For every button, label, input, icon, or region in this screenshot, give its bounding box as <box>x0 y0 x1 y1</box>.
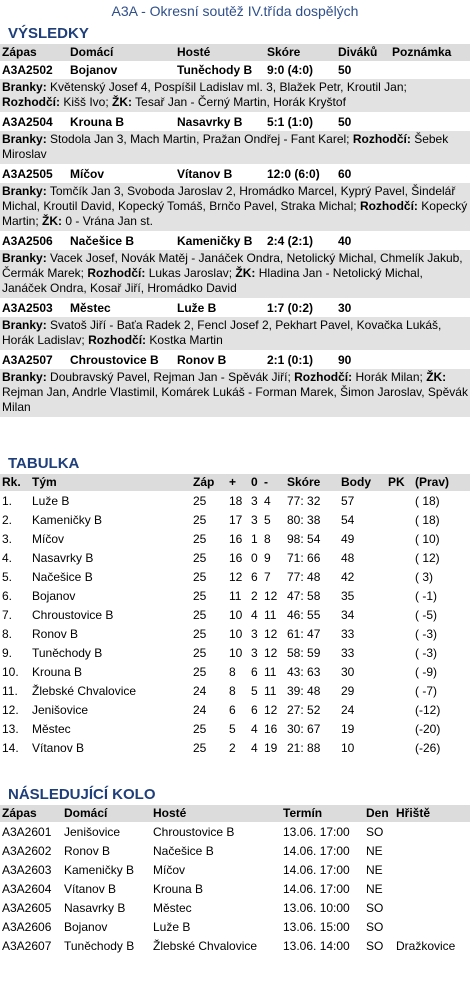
prav: ( -3) <box>415 646 437 660</box>
goals: 43: 63 <box>287 665 321 679</box>
played: 25 <box>193 494 207 508</box>
wins: 8 <box>229 665 236 679</box>
away-team: Nasavrky B <box>177 115 243 129</box>
wins: 8 <box>229 684 236 698</box>
away-team: Žlebské Chvalovice <box>153 939 258 953</box>
col-score: Skóre <box>267 45 301 59</box>
col-note: Poznámka <box>392 45 452 59</box>
detail-text: Rejman Jan, Andrle Vlastimil, Komárek Lukáš - Forman Marek, Šimon Jaroslav, Spěvák Milan <box>2 385 468 414</box>
away-team: Chroustovice B <box>153 825 235 839</box>
wins: 18 <box>229 494 243 508</box>
losses: 12 <box>264 646 278 660</box>
prav: (-20) <box>415 722 441 736</box>
prav: ( -9) <box>415 665 437 679</box>
home-team: Vítanov B <box>64 882 117 896</box>
spectators: 50 <box>338 63 352 77</box>
rank: 5. <box>2 570 13 584</box>
detail-text: Vacek Josef, Novák Matěj - Janáček Ondra, Netolický Michal, Chmelík Jakub, Čermák Marek; <box>2 251 463 280</box>
spectators: 60 <box>338 167 352 181</box>
losses: 19 <box>264 741 278 755</box>
detail-label: Branky: <box>2 132 47 146</box>
match-id: A3A2603 <box>2 863 52 877</box>
standings-heading: TABULKA <box>8 455 80 472</box>
match-details <box>0 250 470 299</box>
detail-text: Kišš Ivo; <box>63 95 109 109</box>
col-spectators: Diváků <box>338 45 378 59</box>
col-match: Zápas <box>2 806 37 820</box>
points: 48 <box>341 551 355 565</box>
next-round-header-row <box>0 805 470 822</box>
prav: (-26) <box>415 741 441 755</box>
goals: 77: 32 <box>287 494 321 508</box>
match-id: A3A2503 <box>2 301 53 315</box>
draws: 3 <box>251 646 258 660</box>
match-id: A3A2601 <box>2 825 52 839</box>
losses: 11 <box>264 608 277 622</box>
wins: 16 <box>229 551 243 565</box>
detail-text: 0 - Vrána Jan st. <box>65 214 153 228</box>
col-prav: (Prav) <box>415 475 450 489</box>
detail-text: Hladina Jan - Netolický Michal, Janáček Ondra, Kosař Jiří, Hromádko David <box>2 266 423 295</box>
home-team: Tuněchody B <box>64 939 135 953</box>
col-away: Hosté <box>153 806 187 820</box>
match-row <box>0 113 470 131</box>
spectators: 30 <box>338 301 352 315</box>
standings-row <box>0 529 470 548</box>
wins: 6 <box>229 703 236 717</box>
rank: 2. <box>2 513 13 527</box>
detail-label: Rozhodčí: <box>2 95 60 109</box>
points: 33 <box>341 646 355 660</box>
away-team: Kameničky B <box>177 234 253 248</box>
match-date: 14.06. 17:00 <box>283 844 350 858</box>
goals: 47: 58 <box>287 589 321 603</box>
points: 35 <box>341 589 355 603</box>
points: 19 <box>341 722 355 736</box>
match-id: A3A2607 <box>2 939 52 953</box>
detail-label: Rozhodčí: <box>352 132 411 146</box>
home-team: Bojanov <box>70 63 118 77</box>
wins: 10 <box>229 646 243 660</box>
standings-row <box>0 567 470 586</box>
goals: 39: 48 <box>287 684 321 698</box>
draws: 6 <box>251 703 258 717</box>
detail-label: Rozhodčí: <box>88 333 147 347</box>
match-details <box>0 369 470 418</box>
match-details <box>0 317 470 351</box>
col-goals: Skóre <box>287 475 321 489</box>
col-home: Domácí <box>64 806 108 820</box>
played: 25 <box>193 589 207 603</box>
home-team: Nasavrky B <box>64 901 126 915</box>
points: 42 <box>341 570 355 584</box>
detail-text: Tomčík Jan 3, Svoboda Jaroslav 2, Hromádko Marcel, Kyprý Pavel, Šindelář Michal, Kroutil David, Kopecký Tomáš, Brnčo Pavel, Straka Michal; <box>2 184 456 213</box>
standings-row <box>0 738 470 757</box>
goals: 21: 88 <box>287 741 321 755</box>
col-field: Hřiště <box>396 806 431 820</box>
standings-row <box>0 586 470 605</box>
col-home: Domácí <box>70 45 114 59</box>
goals: 46: 55 <box>287 608 321 622</box>
match-score: 9:0 (4:0) <box>267 63 314 77</box>
goals: 58: 59 <box>287 646 321 660</box>
points: 34 <box>341 608 355 622</box>
standings-row <box>0 700 470 719</box>
losses: 12 <box>264 627 278 641</box>
detail-text: Horák Milan; <box>355 370 423 384</box>
losses: 16 <box>264 722 278 736</box>
home-team: Krouna B <box>70 115 124 129</box>
col-date: Termín <box>283 806 323 820</box>
away-team: Vítanov B <box>177 167 233 181</box>
fixture-row <box>0 860 470 879</box>
home-team: Kameničky B <box>64 863 135 877</box>
col-points: Body <box>341 475 371 489</box>
detail-label: ŽK: <box>42 214 63 228</box>
points: 49 <box>341 532 355 546</box>
team-name: Chroustovice B <box>32 608 114 622</box>
prav: ( -3) <box>415 627 437 641</box>
standings-row <box>0 662 470 681</box>
draws: 2 <box>251 589 258 603</box>
wins: 10 <box>229 608 243 622</box>
draws: 3 <box>251 513 258 527</box>
detail-text: Kopecký Martin; <box>2 199 468 228</box>
match-id: A3A2605 <box>2 901 52 915</box>
detail-label: ŽK: <box>235 266 256 280</box>
goals: 77: 48 <box>287 570 321 584</box>
played: 25 <box>193 513 207 527</box>
standings-row <box>0 605 470 624</box>
prav: ( 12) <box>415 551 440 565</box>
wins: 12 <box>229 570 243 584</box>
detail-text: Lukas Jaroslav; <box>148 266 233 280</box>
match-day: NE <box>366 882 383 896</box>
losses: 5 <box>264 513 271 527</box>
home-team: Ronov B <box>64 844 111 858</box>
prav: ( 18) <box>415 494 440 508</box>
team-name: Krouna B <box>32 665 83 679</box>
draws: 6 <box>251 570 258 584</box>
match-field: Dražkovice <box>396 939 456 953</box>
results-heading: VÝSLEDKY <box>8 25 89 42</box>
match-row <box>0 299 470 317</box>
page-title: A3A - Okresní soutěž IV.třída dospělých <box>111 3 359 19</box>
team-name: Tuněchody B <box>32 646 103 660</box>
col-match: Zápas <box>2 45 37 59</box>
home-team: Jenišovice <box>64 825 121 839</box>
goals: 27: 52 <box>287 703 321 717</box>
spectators: 40 <box>338 234 352 248</box>
match-row <box>0 165 470 183</box>
played: 25 <box>193 627 207 641</box>
draws: 4 <box>251 741 258 755</box>
away-team: Ronov B <box>177 353 227 367</box>
detail-label: ŽK: <box>112 95 133 109</box>
home-team: Bojanov <box>64 920 108 934</box>
wins: 11 <box>229 589 242 603</box>
draws: 5 <box>251 684 258 698</box>
rank: 3. <box>2 532 13 546</box>
match-details <box>0 79 470 113</box>
match-id: A3A2606 <box>2 920 52 934</box>
away-team: Tuněchody B <box>177 63 253 77</box>
draws: 3 <box>251 627 258 641</box>
wins: 5 <box>229 722 236 736</box>
match-date: 13.06. 15:00 <box>283 920 350 934</box>
spectators: 90 <box>338 353 352 367</box>
col-away: Hosté <box>177 45 211 59</box>
rank: 9. <box>2 646 13 660</box>
home-team: Načešice B <box>70 234 135 248</box>
prav: ( -7) <box>415 684 437 698</box>
col-day: Den <box>366 806 389 820</box>
detail-text: Tesař Jan - Černý Martin, Horák Kryštof <box>135 95 346 109</box>
rank: 8. <box>2 627 13 641</box>
match-id: A3A2602 <box>2 844 52 858</box>
played: 25 <box>193 551 207 565</box>
points: 54 <box>341 513 355 527</box>
draws: 0 <box>251 551 258 565</box>
match-day: NE <box>366 863 383 877</box>
standings-row <box>0 548 470 567</box>
fixture-row <box>0 841 470 860</box>
losses: 8 <box>264 532 271 546</box>
prav: ( 3) <box>415 570 433 584</box>
match-score: 5:1 (1:0) <box>267 115 314 129</box>
match-row <box>0 61 470 79</box>
col-wins: + <box>229 475 237 489</box>
wins: 10 <box>229 627 243 641</box>
col-losses: - <box>264 475 268 489</box>
losses: 12 <box>264 703 278 717</box>
match-day: SO <box>366 920 384 934</box>
detail-text: Šebek Miroslav <box>2 132 449 161</box>
home-team: Míčov <box>70 167 105 181</box>
standings-header-row <box>0 474 470 491</box>
played: 25 <box>193 608 207 622</box>
spectators: 50 <box>338 115 352 129</box>
played: 24 <box>193 703 207 717</box>
points: 57 <box>341 494 355 508</box>
next-round-heading: NÁSLEDUJÍCÍ KOLO <box>8 786 156 803</box>
detail-label: Rozhodčí: <box>359 199 418 213</box>
prav: ( 18) <box>415 513 440 527</box>
standings-row <box>0 624 470 643</box>
team-name: Míčov <box>32 532 65 546</box>
draws: 4 <box>251 608 258 622</box>
played: 24 <box>193 684 207 698</box>
match-id: A3A2604 <box>2 882 52 896</box>
match-date: 13.06. 14:00 <box>283 939 350 953</box>
prav: ( -1) <box>415 589 437 603</box>
played: 25 <box>193 646 207 660</box>
played: 25 <box>193 665 207 679</box>
standings-row <box>0 510 470 529</box>
fixture-row <box>0 898 470 917</box>
fixture-row <box>0 917 470 936</box>
goals: 71: 66 <box>287 551 321 565</box>
wins: 2 <box>229 741 236 755</box>
match-score: 2:1 (0:1) <box>267 353 314 367</box>
rank: 11. <box>2 684 18 698</box>
standings-row <box>0 719 470 738</box>
team-name: Vítanov B <box>32 741 85 755</box>
points: 10 <box>341 741 355 755</box>
match-day: SO <box>366 939 384 953</box>
match-row <box>0 351 470 369</box>
detail-label: Branky: <box>2 184 47 198</box>
detail-text: Kostka Martin <box>149 333 223 347</box>
match-date: 14.06. 17:00 <box>283 863 350 877</box>
away-team: Krouna B <box>153 882 204 896</box>
draws: 4 <box>251 722 258 736</box>
goals: 98: 54 <box>287 532 321 546</box>
rank: 12. <box>2 703 19 717</box>
draws: 1 <box>251 532 258 546</box>
goals: 61: 47 <box>287 627 321 641</box>
losses: 11 <box>264 665 277 679</box>
team-name: Žlebské Chvalovice <box>32 684 137 698</box>
prav: (-12) <box>415 703 441 717</box>
match-date: 14.06. 17:00 <box>283 882 350 896</box>
played: 25 <box>193 722 207 736</box>
match-id: A3A2505 <box>2 167 53 181</box>
rank: 10. <box>2 665 19 679</box>
match-date: 13.06. 10:00 <box>283 901 350 915</box>
match-date: 13.06. 17:00 <box>283 825 350 839</box>
away-team: Načešice B <box>153 844 214 858</box>
draws: 6 <box>251 665 258 679</box>
away-team: Luže B <box>153 920 191 934</box>
detail-label: Rozhodčí: <box>294 370 353 384</box>
match-score: 2:4 (2:1) <box>267 234 314 248</box>
rank: 6. <box>2 589 13 603</box>
detail-label: Branky: <box>2 370 47 384</box>
match-details <box>0 183 470 232</box>
match-id: A3A2504 <box>2 115 53 129</box>
match-day: SO <box>366 901 384 915</box>
fixture-row <box>0 879 470 898</box>
team-name: Městec <box>32 722 71 736</box>
fixture-row <box>0 822 470 841</box>
home-team: Chroustovice B <box>70 353 159 367</box>
team-name: Kameničky B <box>32 513 103 527</box>
points: 24 <box>341 703 355 717</box>
points: 30 <box>341 665 355 679</box>
points: 33 <box>341 627 355 641</box>
played: 25 <box>193 532 207 546</box>
standings-row <box>0 491 470 510</box>
next-round-list <box>0 822 470 955</box>
col-draws: 0 <box>251 475 258 489</box>
prav: ( 10) <box>415 532 440 546</box>
wins: 17 <box>229 513 243 527</box>
team-name: Luže B <box>32 494 70 508</box>
away-team: Luže B <box>177 301 217 315</box>
points: 29 <box>341 684 355 698</box>
match-id: A3A2507 <box>2 353 53 367</box>
detail-text: Květenský Josef 4, Pospíšil Ladislav ml. 3, Blažek Petr, Kroutil Jan; <box>50 80 407 94</box>
rank: 14. <box>2 741 19 755</box>
results-list <box>0 61 470 418</box>
match-score: 1:7 (0:2) <box>267 301 314 315</box>
rank: 4. <box>2 551 13 565</box>
losses: 9 <box>264 551 271 565</box>
standings-row <box>0 681 470 700</box>
team-name: Bojanov <box>32 589 76 603</box>
away-team: Míčov <box>153 863 186 877</box>
rank: 7. <box>2 608 13 622</box>
detail-label: ŽK: <box>426 370 447 384</box>
col-played: Záp <box>193 475 215 489</box>
detail-label: Branky: <box>2 318 47 332</box>
prav: ( -5) <box>415 608 437 622</box>
home-team: Městec <box>70 301 111 315</box>
match-day: NE <box>366 844 383 858</box>
standings-list <box>0 491 470 757</box>
fixture-row <box>0 936 470 955</box>
results-header-row <box>0 44 470 61</box>
match-details <box>0 131 470 165</box>
played: 25 <box>193 570 207 584</box>
team-name: Nasavrky B <box>32 551 94 565</box>
match-id: A3A2502 <box>2 63 53 77</box>
col-pk: PK <box>388 475 405 489</box>
detail-text: Doubravský Pavel, Rejman Jan - Spěvák Jiří; <box>50 370 291 384</box>
team-name: Načešice B <box>32 570 93 584</box>
col-rank: Rk. <box>2 475 21 489</box>
rank: 1. <box>2 494 13 508</box>
rank: 13. <box>2 722 19 736</box>
goals: 80: 38 <box>287 513 321 527</box>
match-day: SO <box>366 825 384 839</box>
detail-label: Rozhodčí: <box>87 266 146 280</box>
losses: 4 <box>264 494 271 508</box>
detail-label: Branky: <box>2 251 47 265</box>
col-team: Tým <box>32 475 57 489</box>
away-team: Městec <box>153 901 192 915</box>
match-score: 12:0 (6:0) <box>267 167 320 181</box>
detail-text: Svatoš Jiří - Baťa Radek 2, Fencl Josef 2, Pekhart Pavel, Kovačka Lukáš, Horák Ladislav; <box>2 318 442 347</box>
detail-text: Stodola Jan 3, Mach Martin, Pražan Ondřej - Fant Karel; <box>50 132 350 146</box>
match-id: A3A2506 <box>2 234 53 248</box>
played: 25 <box>193 741 207 755</box>
team-name: Jenišovice <box>32 703 89 717</box>
losses: 7 <box>264 570 271 584</box>
wins: 16 <box>229 532 243 546</box>
detail-label: Branky: <box>2 80 47 94</box>
standings-row <box>0 643 470 662</box>
match-row <box>0 232 470 250</box>
draws: 3 <box>251 494 258 508</box>
losses: 11 <box>264 684 277 698</box>
losses: 12 <box>264 589 278 603</box>
team-name: Ronov B <box>32 627 79 641</box>
goals: 30: 67 <box>287 722 321 736</box>
